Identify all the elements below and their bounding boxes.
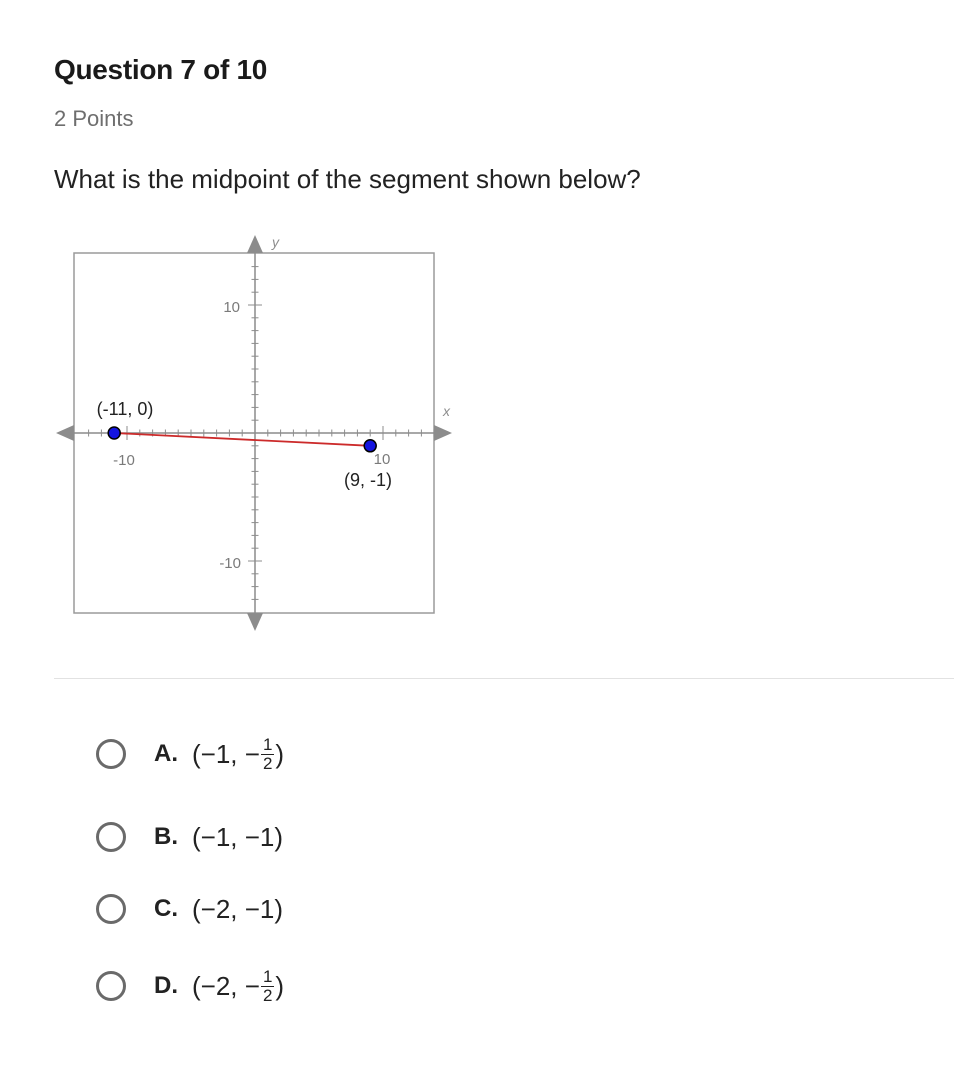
question-prompt: What is the midpoint of the segment shown below?: [54, 164, 641, 194]
choice-a-text: [192, 736, 284, 773]
choice-d-text: [192, 968, 284, 1005]
radio-button-a[interactable]: [96, 739, 126, 769]
x-axis-label: x: [443, 403, 450, 419]
y-tick-label-pos: 10: [223, 299, 240, 316]
choice-a-open: (−1, −: [192, 738, 260, 769]
choice-d[interactable]: [96, 966, 284, 1006]
point-b-label: (9, -1): [343, 470, 393, 490]
y-tick-label-neg: -10: [219, 555, 241, 572]
point-a: [108, 427, 120, 439]
choice-b-letter: B.: [154, 823, 178, 850]
choice-a-close: ): [275, 738, 285, 769]
section-divider: [54, 678, 954, 679]
choice-a-frac-den: 2: [262, 753, 273, 773]
choice-b[interactable]: [96, 817, 283, 857]
question-points: 2 Points: [54, 106, 134, 131]
choice-d-letter: D.: [154, 972, 178, 999]
x-tick-label-pos: 10: [373, 451, 391, 468]
choice-b-text: (−1, −1): [192, 821, 284, 852]
choice-c[interactable]: [96, 889, 283, 929]
x-axis-left-arrow-icon: [56, 425, 74, 441]
choice-a[interactable]: [96, 734, 284, 774]
choice-a-letter: A.: [154, 740, 178, 767]
choice-c-text: (−2, −1): [192, 893, 284, 924]
x-tick-label-neg: -10: [113, 452, 135, 469]
choice-a-fraction: [261, 736, 274, 773]
choice-a-frac-num: 1: [262, 734, 273, 754]
radio-button-b[interactable]: [96, 822, 126, 852]
y-axis-label: y: [272, 234, 279, 250]
x-axis-right-arrow-icon: [434, 425, 452, 441]
choice-d-frac-num: 1: [262, 966, 273, 986]
question-title: Question 7 of 10: [54, 54, 268, 85]
y-axis-up-arrow-icon: [247, 235, 263, 253]
choice-d-fraction: [261, 968, 274, 1005]
radio-button-d[interactable]: [96, 971, 126, 1001]
point-b: [364, 440, 376, 452]
radio-button-c[interactable]: [96, 894, 126, 924]
choice-d-open: (−2, −: [192, 970, 260, 1001]
choice-d-frac-den: 2: [262, 985, 273, 1005]
choice-d-close: ): [275, 970, 285, 1001]
choice-c-letter: C.: [154, 895, 178, 922]
point-a-label: (-11, 0): [96, 399, 154, 419]
y-axis-down-arrow-icon: [247, 613, 263, 631]
